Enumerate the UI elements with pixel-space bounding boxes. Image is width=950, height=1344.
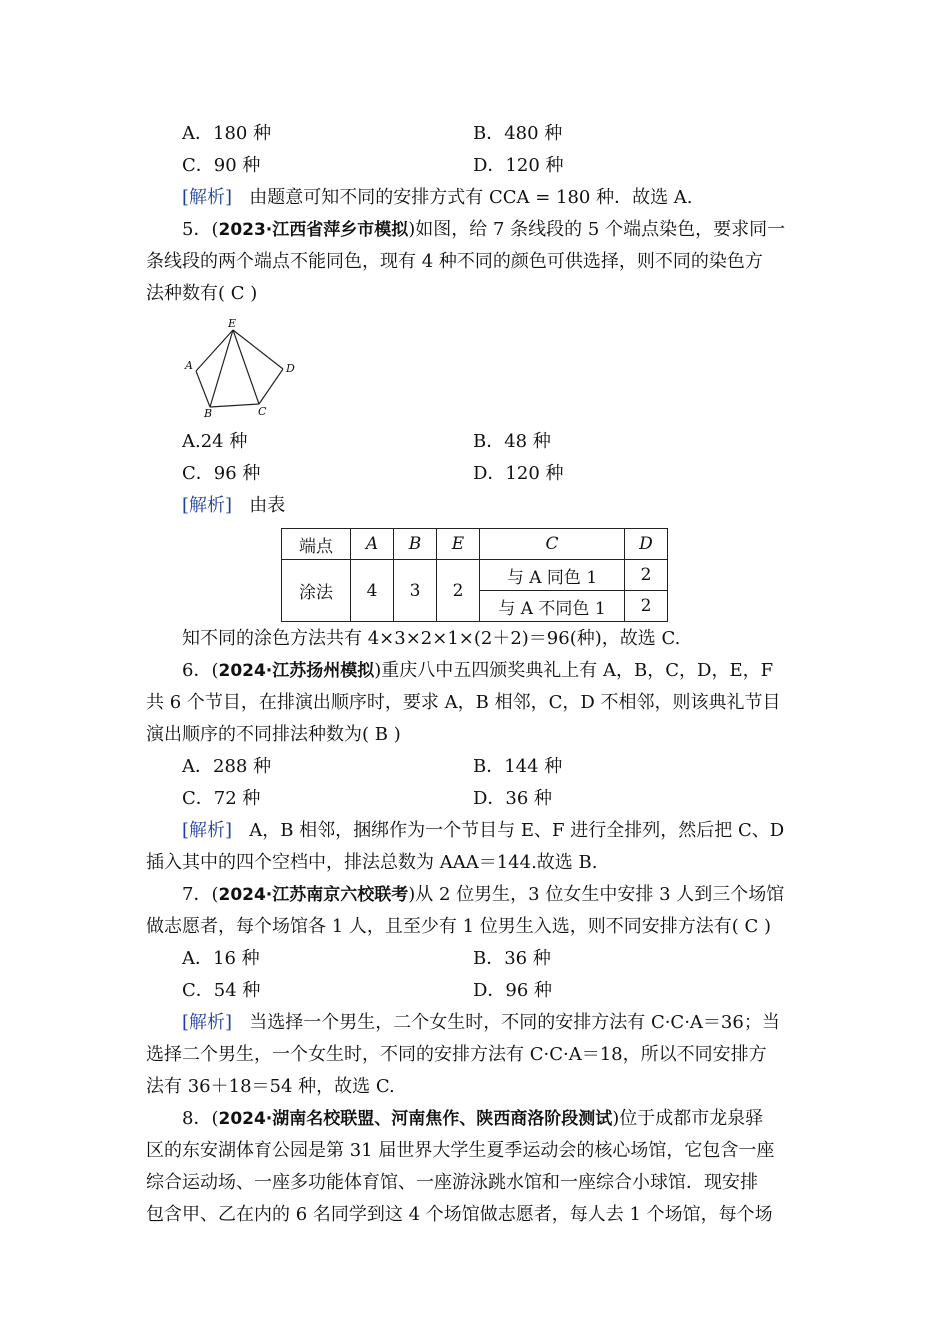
q7-option-a: A．16 种 bbox=[182, 948, 260, 969]
q4-option-a: A．180 种 bbox=[182, 123, 272, 144]
analysis-tag: [解析] bbox=[182, 820, 233, 841]
q8-stem-line4: 包含甲、乙在内的 6 名同学到这 4 个场馆做志愿者，每人去 1 个场馆，每个场 bbox=[146, 1204, 773, 1225]
q4-option-d: D．120 种 bbox=[473, 155, 564, 176]
q7-analysis-line1 bbox=[182, 1011, 808, 1035]
q6-analysis-line1 bbox=[182, 819, 808, 843]
q7-stem-text1: )从 2 位男生，3 位女生中安排 3 人到三个场馆 bbox=[408, 884, 785, 905]
q5-stem-line3: 法种数有( C ) bbox=[146, 283, 258, 304]
q5-conclusion: 知不同的涂色方法共有 4×3×2×1×(2＋2)＝96(种)，故选 C. bbox=[182, 628, 681, 649]
q8-source: 2024·湖南名校联盟、河南焦作、陕西商洛阶段测试 bbox=[218, 1109, 613, 1129]
q6-option-c: C．72 种 bbox=[182, 788, 261, 809]
vertex-label-e: E bbox=[228, 317, 237, 330]
table-cell: 与 A 同色 1 bbox=[480, 560, 625, 591]
vertex-label-d: D bbox=[286, 362, 295, 375]
q7-analysis-line2: 选择二个男生，一个女生时，不同的安排方法有 C·C·A＝18，所以不同安排方 bbox=[146, 1044, 767, 1065]
vertex-label-a: A bbox=[185, 359, 193, 372]
analysis-tag: [解析] bbox=[182, 187, 233, 208]
q6-source: 2024·江苏扬州模拟 bbox=[218, 661, 375, 681]
edge-ec bbox=[233, 330, 259, 404]
q8-stem-line2: 区的东安湖体育公园是第 31 届世界大学生夏季运动会的核心场馆，它包含一座 bbox=[146, 1140, 775, 1161]
table-cell: 2 bbox=[437, 560, 480, 622]
table-header-cell: C bbox=[480, 529, 625, 560]
edge-de bbox=[233, 330, 283, 369]
vertex-label-c: C bbox=[258, 405, 267, 418]
q6-number: 6．( bbox=[182, 660, 219, 681]
q6-analysis-text1: A，B 相邻，捆绑作为一个节目与 E、F 进行全排列，然后把 C、D bbox=[249, 820, 785, 841]
table-header-cell: B bbox=[394, 529, 437, 560]
table-header-cell: 端点 bbox=[282, 529, 351, 560]
q4-analysis bbox=[182, 186, 808, 210]
q5-stem-line1 bbox=[182, 218, 808, 242]
table-header-cell: E bbox=[437, 529, 480, 560]
q6-stem-line1 bbox=[182, 659, 808, 683]
q4-analysis-text: 由题意可知不同的安排方式有 CCA = 180 种．故选 A. bbox=[249, 187, 693, 208]
table-cell: 4 bbox=[351, 560, 394, 622]
q6-option-a: A．288 种 bbox=[182, 756, 272, 777]
q7-option-c: C．54 种 bbox=[182, 980, 261, 1001]
q5-stem-line2: 条线段的两个端点不能同色，现有 4 种不同的颜色可供选择，则不同的染色方 bbox=[146, 251, 763, 272]
edge-eb bbox=[210, 330, 233, 407]
q4-option-c: C．90 种 bbox=[182, 155, 261, 176]
q5-option-d: D．120 种 bbox=[473, 463, 564, 484]
q6-stem-line2: 共 6 个节目，在排演出顺序时，要求 A，B 相邻，C，D 不相邻，则该典礼节目 bbox=[146, 692, 781, 713]
q7-stem-line1 bbox=[182, 883, 808, 907]
q6-option-d: D．36 种 bbox=[473, 788, 553, 809]
q5-analysis bbox=[182, 494, 808, 518]
table-row-label: 涂法 bbox=[282, 560, 351, 622]
q6-option-b: B．144 种 bbox=[473, 756, 563, 777]
q6-analysis-line2: 插入其中的四个空档中，排法总数为 AAA＝144.故选 B. bbox=[146, 852, 598, 873]
edge-cd bbox=[259, 369, 283, 404]
q7-option-d: D．96 种 bbox=[473, 980, 553, 1001]
q7-stem-line2: 做志愿者，每个场馆各 1 人，且至少有 1 位男生入选，则不同安排方法有( C ) bbox=[146, 916, 772, 937]
q5-analysis-text: 由表 bbox=[249, 495, 286, 516]
q5-option-c: C．96 种 bbox=[182, 463, 261, 484]
table-cell: 与 A 不同色 1 bbox=[480, 591, 625, 622]
analysis-tag: [解析] bbox=[182, 1012, 233, 1033]
edge-ab bbox=[196, 371, 210, 407]
table-cell: 2 bbox=[625, 591, 668, 622]
q7-analysis-line3: 法有 36＋18＝54 种，故选 C. bbox=[146, 1076, 395, 1097]
q5-pentagon-figure bbox=[182, 316, 302, 420]
q7-option-b: B．36 种 bbox=[473, 948, 551, 969]
q8-stem-line1 bbox=[182, 1107, 808, 1131]
q8-stem-line3: 综合运动场、一座多功能体育馆、一座游泳跳水馆和一座综合小球馆．现安排 bbox=[146, 1172, 758, 1193]
q6-stem-line3: 演出顺序的不同排法种数为( B ) bbox=[146, 724, 401, 745]
q5-source: 2023·江西省萍乡市模拟 bbox=[218, 220, 409, 240]
q5-option-b: B．48 种 bbox=[473, 431, 551, 452]
analysis-tag: [解析] bbox=[182, 495, 233, 516]
q7-analysis-text1: 当选择一个男生，二个女生时，不同的安排方法有 C·C·A＝36；当 bbox=[249, 1012, 780, 1033]
edge-bc bbox=[210, 404, 259, 407]
table-row bbox=[282, 529, 668, 560]
table-row bbox=[282, 560, 668, 591]
q7-source: 2024·江苏南京六校联考 bbox=[218, 885, 409, 905]
q5-number: 5．( bbox=[182, 219, 219, 240]
q7-number: 7．( bbox=[182, 884, 219, 905]
q5-stem-text1: )如图，给 7 条线段的 5 个端点染色，要求同一 bbox=[408, 219, 786, 240]
vertex-label-b: B bbox=[204, 407, 213, 420]
q8-number: 8．( bbox=[182, 1108, 219, 1129]
table-cell: 3 bbox=[394, 560, 437, 622]
q6-stem-text1: )重庆八中五四颁奖典礼上有 A，B，C，D，E，F bbox=[374, 660, 774, 681]
table-header-cell: A bbox=[351, 529, 394, 560]
q4-option-b: B．480 种 bbox=[473, 123, 563, 144]
q5-option-a: A.24 种 bbox=[182, 431, 248, 452]
q8-stem-text1: )位于成都市龙泉驿 bbox=[612, 1108, 764, 1129]
table-cell: 2 bbox=[625, 560, 668, 591]
table-header-cell: D bbox=[625, 529, 668, 560]
q5-coloring-table bbox=[281, 528, 668, 622]
